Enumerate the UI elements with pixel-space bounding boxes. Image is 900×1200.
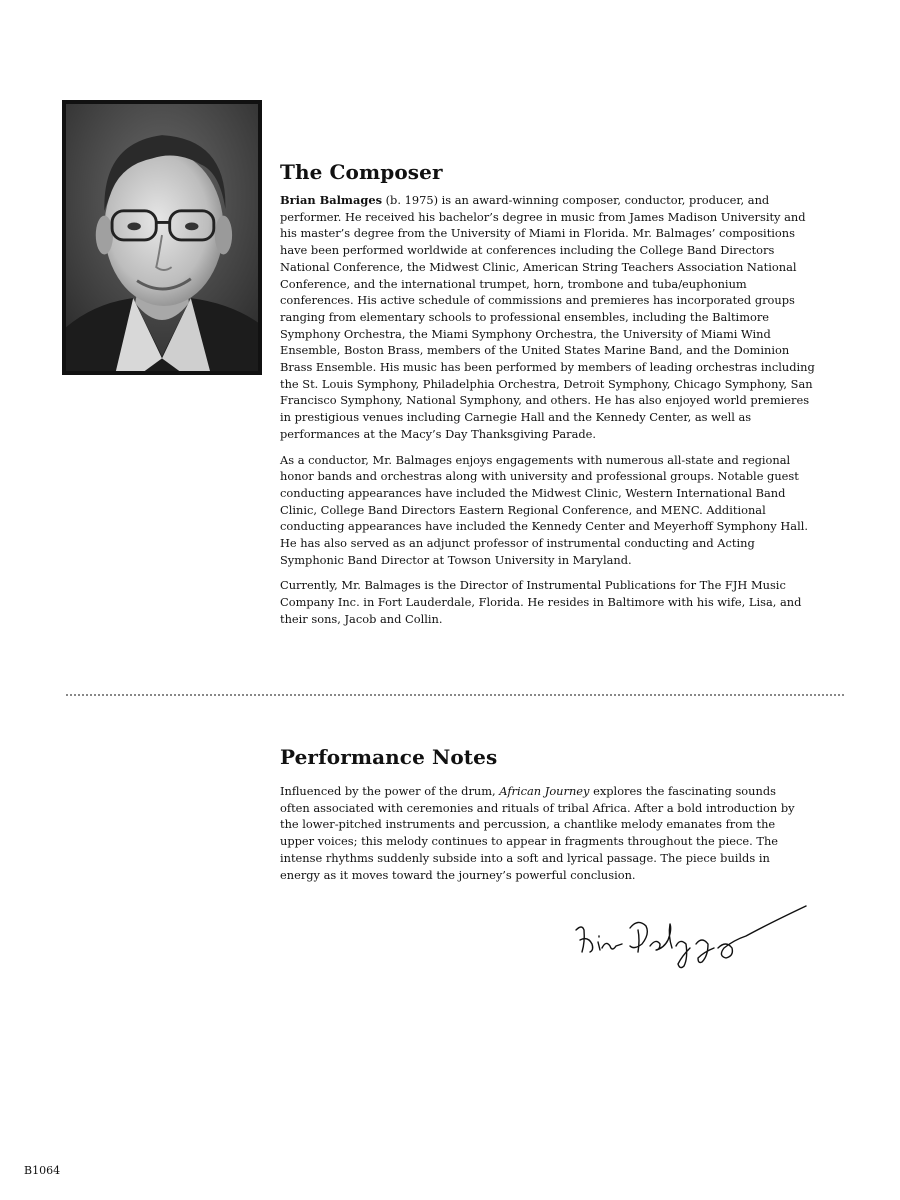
composer-paragraph-3: Currently, Mr. Balmages is the Director of Instrumental Publications for The FJH Music Company Inc. in Fort Lauderdale, Florida. He resides in Baltimore with his wife, Lisa, and their sons, Jacob and Collin. [280,578,802,626]
performance-notes-heading: Performance Notes [280,745,498,769]
composer-heading: The Composer [280,160,443,184]
composer-paragraph-1 [280,192,820,443]
notes-text-after: explores the fascinating sounds often associated with ceremonies and rituals of tribal Africa. After a bold introduction by the lower-pitched instruments and percussion, a chantlike melody emanates from the upper voices; this melody continues to appear in fragments throughout the piece. The intense rhythms suddenly subside into a soft and lyrical passage. The piece builds in energy as it moves toward the journey’s powerful conclusion. [280,784,795,882]
composer-name: Brian Balmages [280,193,382,207]
composer-paragraph-1-text: (b. 1975) is an award-winning composer, conductor, producer, and performer. He received his bachelor’s degree in music from James Madison University and his master’s degree from the University of Miami in Florida. Mr. Balmages’ compositions have been performed worldwide at conferences including the College Band Directors National Conference, the Midwest Clinic, American String Teachers Association National Conference, and the international trumpet, horn, trombone and tuba/euphonium conferences. His active schedule of commissions and premieres has incorporated groups ranging from elementary schools to professional ensembles, including the Baltimore Symphony Orchestra, the Miami Symphony Orchestra, the University of Miami Wind Ensemble, Boston Brass, members of the United States Marine Band, and the Dominion Brass Ensemble. His music has been performed by members of leading orchestras including the St. Louis Symphony, Philadelphia Orchestra, Detroit Symphony, Chicago Symphony, San Francisco Symphony, National Symphony, and others. He has also enjoyed world premieres in prestigious venues including Carnegie Hall and the Kennedy Center, as well as performances at the Macy’s Day Thanksgiving Parade. [280,193,815,441]
page-id: B1064 [24,1164,61,1177]
notes-text-before: Influenced by the power of the drum, [280,784,500,798]
composer-paragraph-2: As a conductor, Mr. Balmages enjoys engagements with numerous all-state and regional honor bands and orchestras along with university and professional groups. Notable guest conducting appearances have included the Midwest Clinic, Western International Band Clinic, College Band Directors Eastern Regional Conference, and MENC. Additional conducting appearances have included the Kennedy Center and Meyerhoff Symphony Hall. He has also served as an adjunct professor of instrumental conducting and Acting Symphonic Band Director at Towson University in Maryland. [280,452,808,567]
composer-portrait-photo [62,100,262,375]
performance-notes-paragraph [280,783,800,883]
handwritten-signature [568,900,813,975]
performance-notes-section [280,745,800,892]
section-divider [66,694,844,696]
composer-section [280,160,820,637]
piece-title: African Journey [499,784,590,798]
